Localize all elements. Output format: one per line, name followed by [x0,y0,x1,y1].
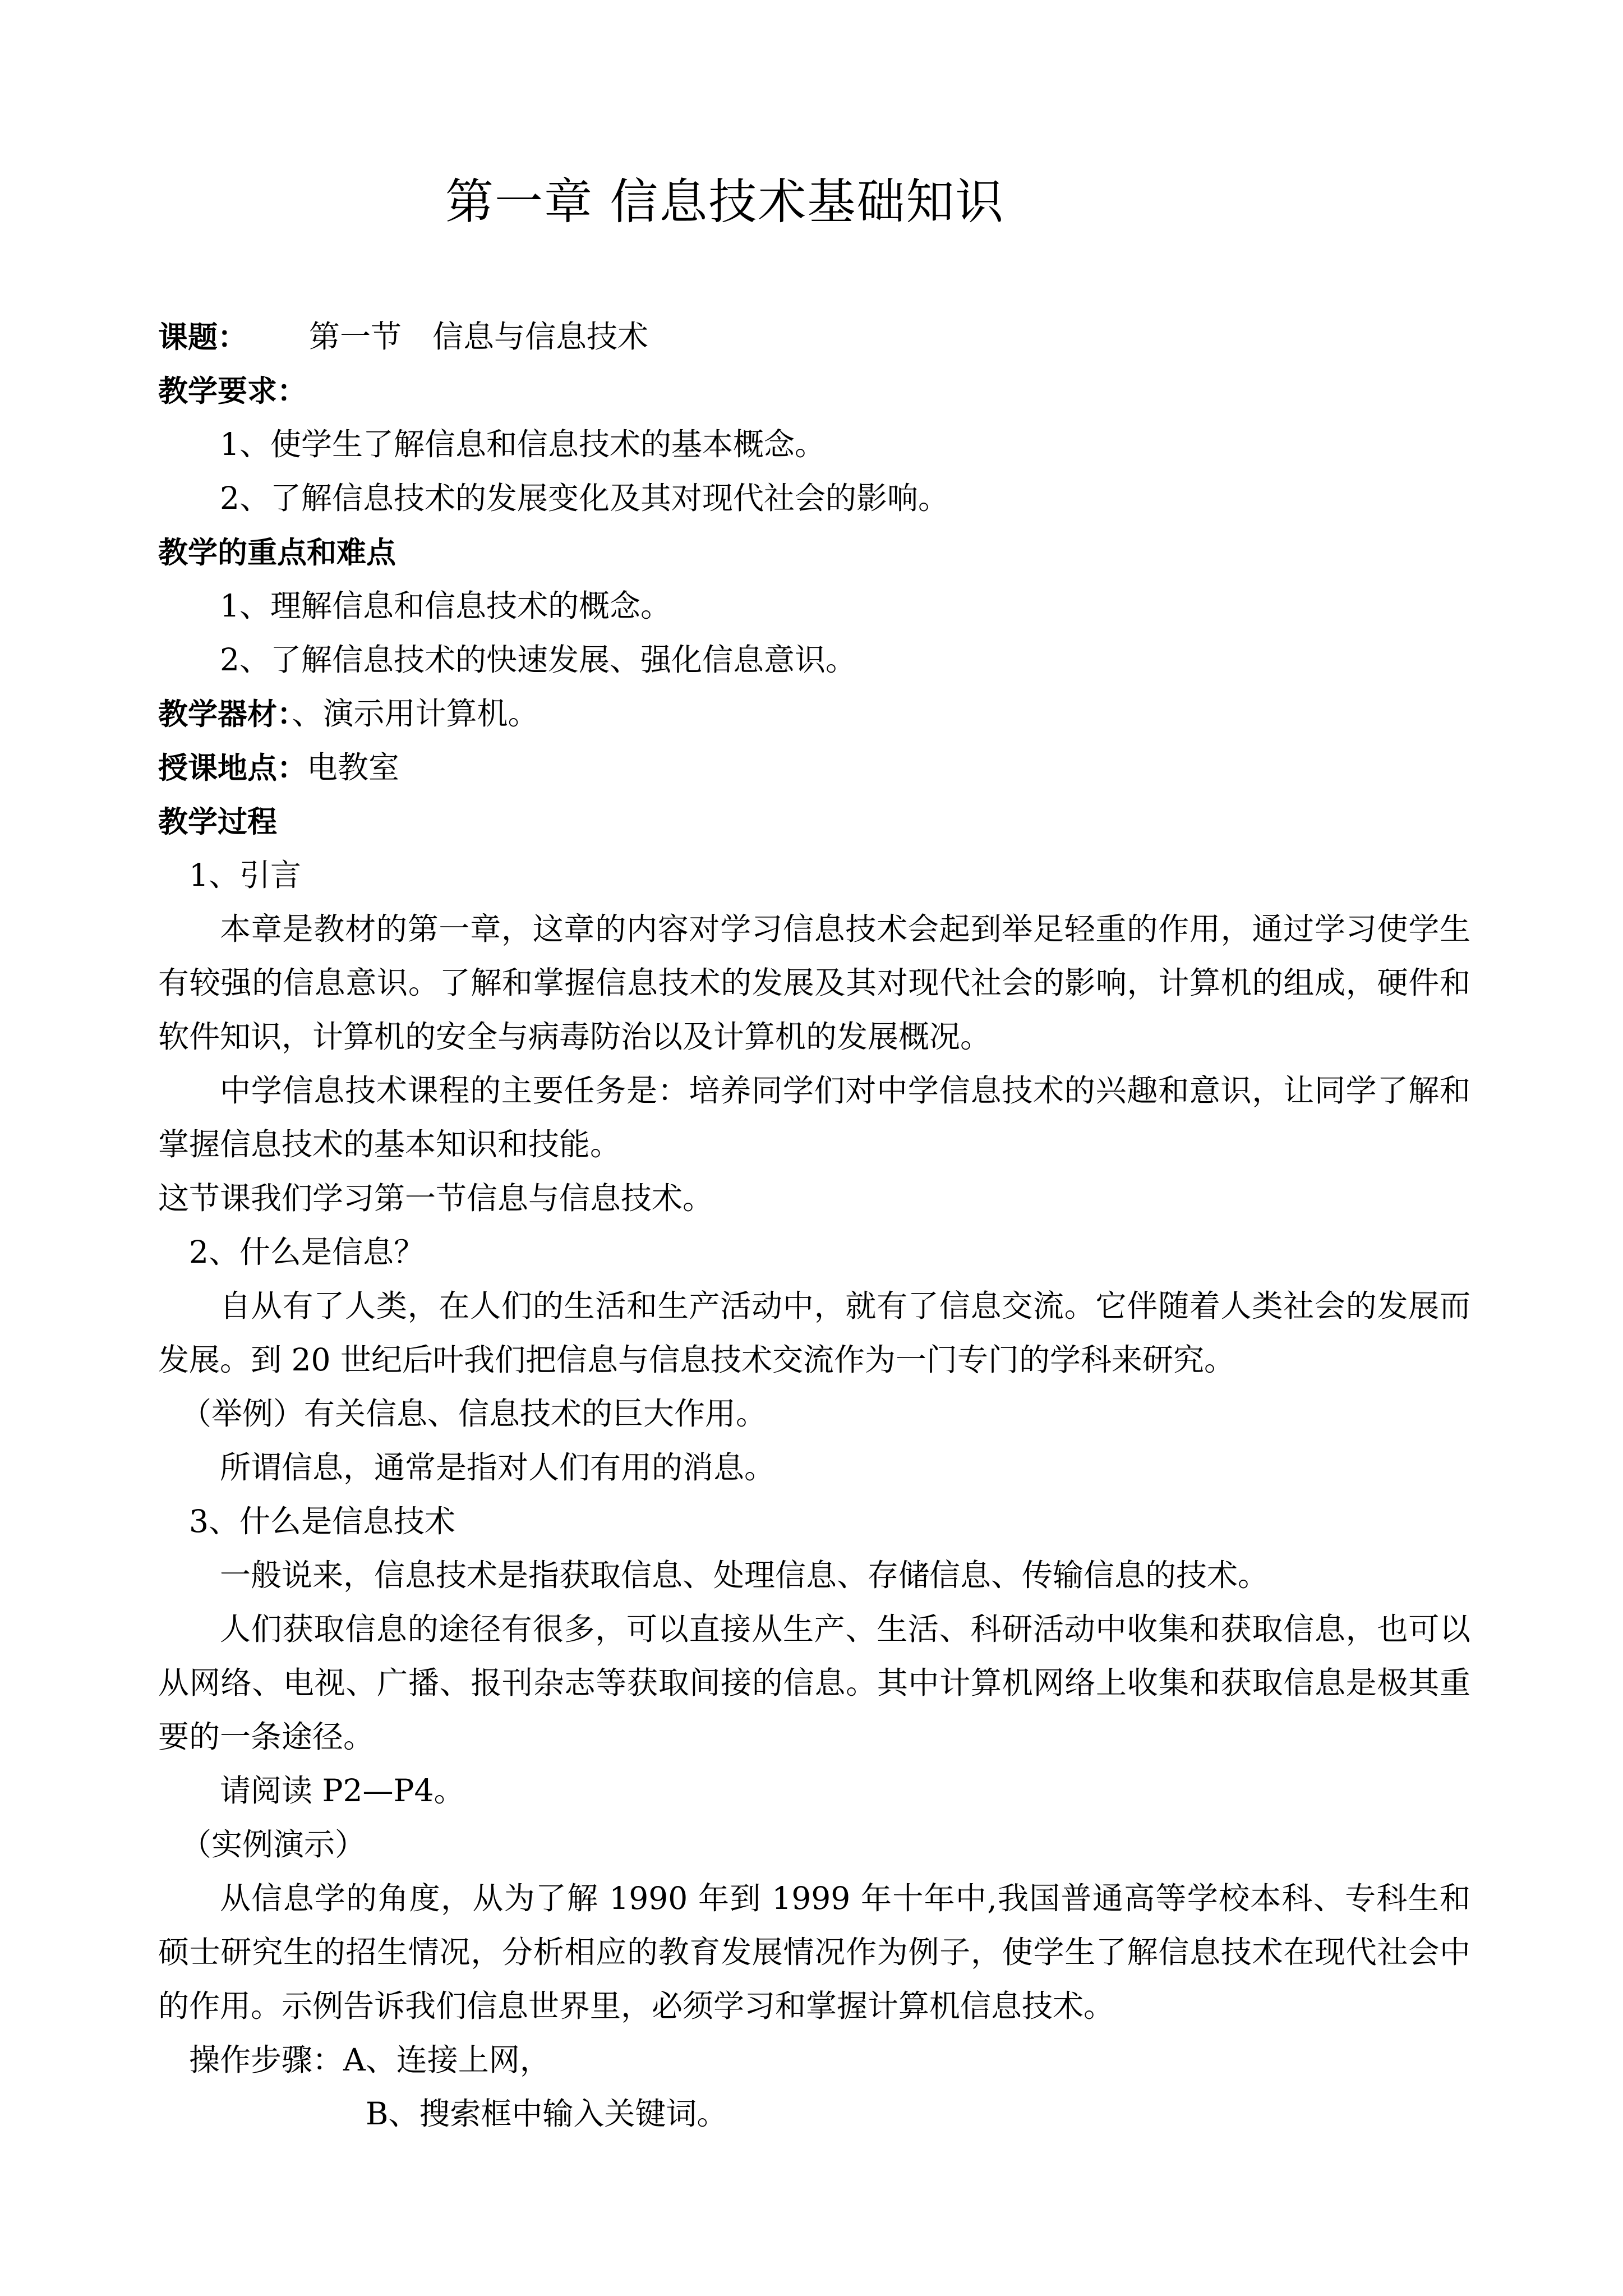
it-paragraph-text: 人们获取信息的途径有很多，可以直接从生产、生活、科研活动中收集和获取信息，也可以从网络、电视、广播、报刊杂志等获取间接的信息。其中计算机网络上收集和获取信息是极其重要的一条途径。 [158,1611,1470,1755]
what-info-paragraph [158,1279,1470,1387]
what-it-heading: 3、什么是信息技术 [189,1503,455,1539]
document-content [158,168,1470,2141]
demo-paragraph [158,1871,1470,2033]
requirement-item: 1、使学生了解信息和信息技术的基本概念。 [220,426,826,462]
equipment-value: 、演示用计算机。 [292,696,539,731]
process-label: 教学过程 [158,805,277,839]
it-paragraph [158,1602,1470,1764]
intro-paragraph-text: 本章是教材的第一章，这章的内容对学习信息技术会起到举足轻重的作用，通过学习使学生有较强的信息意识。了解和掌握信息技术的发展及其对现代社会的影响，计算机的组成，硬件和软件知识，计算机的安全与病毒防治以及计算机的发展概况。 [158,911,1470,1055]
step-a: A、连接上网， [343,2042,551,2078]
requirement-item: 2、了解信息技术的发展变化及其对现代社会的影响。 [220,480,949,516]
key-point-item: 1、理解信息和信息技术的概念。 [220,588,671,624]
step-b: B、搜索框中输入关键词。 [366,2096,728,2132]
demo-note: （实例演示） [181,1826,366,1862]
course-label: 课题： [158,320,247,355]
intro-paragraph [158,902,1470,1064]
reading-note: 请阅读 P2—P4。 [220,1773,465,1809]
requirements-heading [158,364,1470,417]
example-note: （举例）有关信息、信息技术的巨大作用。 [181,1396,767,1432]
requirements-label: 教学要求： [158,374,307,408]
what-info-heading: 2、什么是信息？ [189,1234,425,1270]
course-topic: 信息与信息技术 [432,319,649,355]
location-value: 电教室 [307,749,400,785]
info-definition: 所谓信息，通常是指对人们有用的消息。 [220,1450,776,1485]
course-section: 第一节 [309,319,402,355]
intro-heading: 1、引言 [189,857,301,893]
equipment-line [158,687,1470,740]
key-points-heading [158,525,1470,579]
intro-paragraph [158,1064,1470,1171]
equipment-label: 教学器材： [158,697,292,731]
intro-paragraph-text: 中学信息技术课程的主要任务是：培养同学们对中学信息技术的兴趣和意识，让同学了解和掌握信息技术的基本知识和技能。 [158,1073,1470,1162]
page-title: 第一章 信息技术基础知识 [445,174,1005,230]
key-points-label: 教学的重点和难点 [158,536,396,570]
course-line [158,310,1470,364]
process-heading [158,794,1470,848]
steps-label: 操作步骤： [189,2042,344,2078]
location-label: 授课地点： [158,751,307,785]
intro-summary: 这节课我们学习第一节信息与信息技术。 [158,1180,714,1216]
location-line [158,740,1470,794]
it-definition: 一般说来，信息技术是指获取信息、处理信息、存储信息、传输信息的技术。 [220,1557,1269,1593]
key-point-item: 2、了解信息技术的快速发展、强化信息意识。 [220,642,856,678]
steps-line [158,2033,1470,2087]
demo-paragraph-text: 从信息学的角度，从为了解 1990 年到 1999 年十年中,我国普通高等学校本科、专科生和硕士研究生的招生情况，分析相应的教育发展情况作为例子，使学生了解信息技术在现代社会中的作用。示例告诉我们信息世界里，必须学习和掌握计算机信息技术。 [158,1880,1470,2024]
what-info-paragraph-text: 自从有了人类，在人们的生活和生产活动中，就有了信息交流。它伴随着人类社会的发展而发展。到 20 世纪后叶我们把信息与信息技术交流作为一门专门的学科来研究。 [158,1288,1470,1378]
